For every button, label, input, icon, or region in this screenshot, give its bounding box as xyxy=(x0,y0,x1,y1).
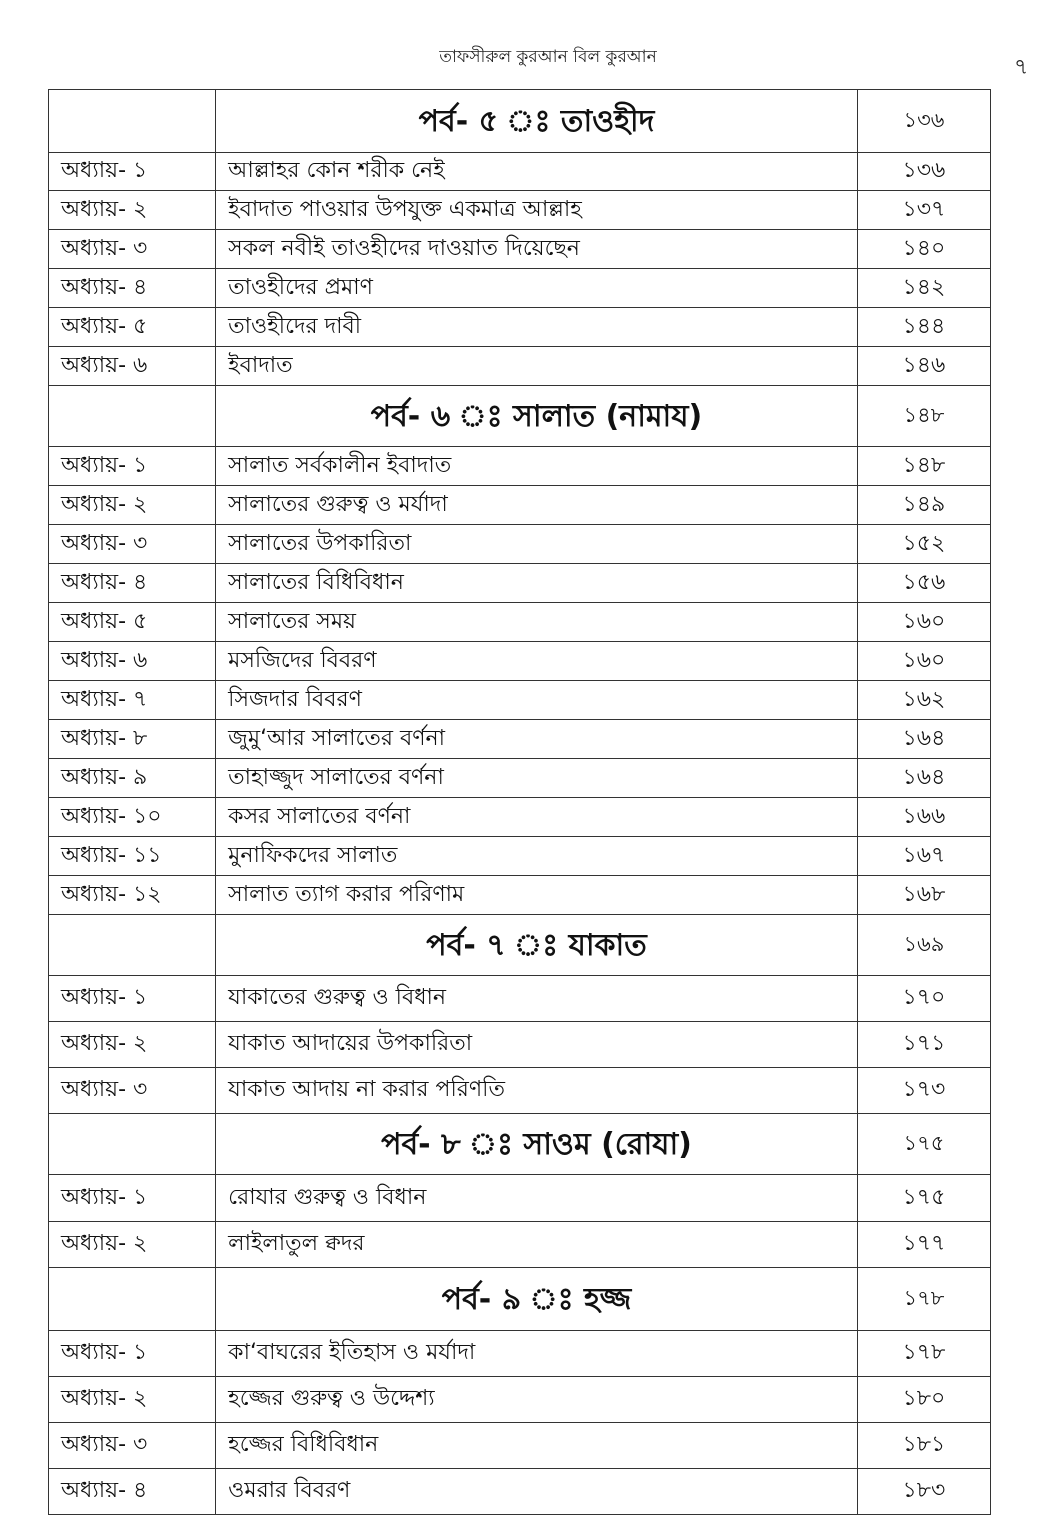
chapter-number-cell: অধ্যায়- ৬ xyxy=(49,642,216,681)
page-number-cell: ১৬৬ xyxy=(857,798,990,837)
chapter-title-cell: সালাত সর্বকালীন ইবাদাত xyxy=(216,447,858,486)
chapter-title-cell: সালাতের গুরুত্ব ও মর্যাদা xyxy=(216,486,858,525)
chapter-title-cell: তাহাজ্জুদ সালাতের বর্ণনা xyxy=(216,759,858,798)
page-number-cell: ১৩৬ xyxy=(857,90,990,153)
chapter-row xyxy=(49,798,991,837)
chapter-number-cell: অধ্যায়- ৯ xyxy=(49,759,216,798)
chapter-row xyxy=(49,1377,991,1423)
chapter-number-cell xyxy=(49,90,216,153)
chapter-row xyxy=(49,1068,991,1114)
part-title-cell: পর্ব- ৭ ঃ যাকাত xyxy=(216,915,858,976)
chapter-row xyxy=(49,347,991,386)
page-number-cell: ১৩৭ xyxy=(857,191,990,230)
chapter-row xyxy=(49,642,991,681)
chapter-row xyxy=(49,1175,991,1222)
chapter-number-cell: অধ্যায়- ৩ xyxy=(49,230,216,269)
chapter-title-cell: কা‘বাঘরের ইতিহাস ও মর্যাদা xyxy=(216,1331,858,1377)
chapter-title-cell: সালাত ত্যাগ করার পরিণাম xyxy=(216,876,858,915)
page-number-cell: ১৬০ xyxy=(857,642,990,681)
chapter-title-cell: যাকাতের গুরুত্ব ও বিধান xyxy=(216,976,858,1022)
chapter-number-cell: অধ্যায়- ৩ xyxy=(49,1423,216,1469)
chapter-row xyxy=(49,837,991,876)
chapter-row xyxy=(49,564,991,603)
chapter-row xyxy=(49,759,991,798)
chapter-number-cell: অধ্যায়- ৬ xyxy=(49,347,216,386)
page-number-cell: ১৮০ xyxy=(857,1377,990,1423)
page-number-cell: ১৪৪ xyxy=(857,308,990,347)
table-of-contents xyxy=(48,89,991,1515)
page-number-cell: ১৪৯ xyxy=(857,486,990,525)
page-number-cell: ১৬৪ xyxy=(857,759,990,798)
chapter-number-cell: অধ্যায়- ৫ xyxy=(49,603,216,642)
part-title-cell: পর্ব- ৮ ঃ সাওম (রোযা) xyxy=(216,1114,858,1175)
page-number-cell: ১৬৪ xyxy=(857,720,990,759)
chapter-number-cell: অধ্যায়- ১ xyxy=(49,1175,216,1222)
chapter-number-cell: অধ্যায়- ২ xyxy=(49,1222,216,1268)
chapter-title-cell: তাওহীদের দাবী xyxy=(216,308,858,347)
chapter-row xyxy=(49,230,991,269)
chapter-row xyxy=(49,525,991,564)
chapter-title-cell: সালাতের সময় xyxy=(216,603,858,642)
chapter-row xyxy=(49,1022,991,1068)
page-number-cell: ১৬২ xyxy=(857,681,990,720)
chapter-title-cell: সালাতের উপকারিতা xyxy=(216,525,858,564)
part-heading-row xyxy=(49,1114,991,1175)
chapter-title-cell: তাওহীদের প্রমাণ xyxy=(216,269,858,308)
page-number-cell: ১৬০ xyxy=(857,603,990,642)
part-heading-row xyxy=(49,90,991,153)
page-number-cell: ১৮১ xyxy=(857,1423,990,1469)
page-number-cell: ১৭১ xyxy=(857,1022,990,1068)
chapter-title-cell: সকল নবীই তাওহীদের দাওয়াত দিয়েছেন xyxy=(216,230,858,269)
chapter-title-cell: মুনাফিকদের সালাত xyxy=(216,837,858,876)
page-number-cell: ১৪০ xyxy=(857,230,990,269)
chapter-title-cell: যাকাত আদায় না করার পরিণতি xyxy=(216,1068,858,1114)
chapter-row xyxy=(49,603,991,642)
part-title-cell: পর্ব- ৫ ঃ তাওহীদ xyxy=(216,90,858,153)
page-number-cell: ১৭৮ xyxy=(857,1268,990,1331)
chapter-number-cell xyxy=(49,1114,216,1175)
chapter-title-cell: লাইলাতুল ক্বদর xyxy=(216,1222,858,1268)
chapter-row xyxy=(49,447,991,486)
chapter-title-cell: সালাতের বিধিবিধান xyxy=(216,564,858,603)
chapter-row xyxy=(49,486,991,525)
chapter-title-cell: যাকাত আদায়ের উপকারিতা xyxy=(216,1022,858,1068)
chapter-row xyxy=(49,720,991,759)
chapter-number-cell: অধ্যায়- ১১ xyxy=(49,837,216,876)
chapter-number-cell xyxy=(49,1268,216,1331)
chapter-number-cell: অধ্যায়- ১ xyxy=(49,976,216,1022)
chapter-row xyxy=(49,1222,991,1268)
chapter-title-cell: ওমরার বিবরণ xyxy=(216,1469,858,1515)
chapter-row xyxy=(49,191,991,230)
chapter-number-cell: অধ্যায়- ১২ xyxy=(49,876,216,915)
chapter-row xyxy=(49,153,991,191)
page-number-cell: ১৬৯ xyxy=(857,915,990,976)
chapter-number-cell: অধ্যায়- ১ xyxy=(49,1331,216,1377)
chapter-title-cell: আল্লাহর কোন শরীক নেই xyxy=(216,153,858,191)
page-number-cell: ১৪৬ xyxy=(857,347,990,386)
page-number-cell: ১৭৮ xyxy=(857,1331,990,1377)
chapter-row xyxy=(49,269,991,308)
chapter-row xyxy=(49,876,991,915)
page-number-cell: ১৩৬ xyxy=(857,153,990,191)
page-number-cell: ১৭০ xyxy=(857,976,990,1022)
chapter-number-cell: অধ্যায়- ৭ xyxy=(49,681,216,720)
chapter-title-cell: হজ্জের গুরুত্ব ও উদ্দেশ্য xyxy=(216,1377,858,1423)
part-title-cell: পর্ব- ৯ ঃ হজ্জ xyxy=(216,1268,858,1331)
page-number-cell: ১৫৬ xyxy=(857,564,990,603)
chapter-title-cell: কসর সালাতের বর্ণনা xyxy=(216,798,858,837)
page-number-cell: ১৫২ xyxy=(857,525,990,564)
chapter-number-cell: অধ্যায়- ৪ xyxy=(49,269,216,308)
chapter-title-cell: সিজদার বিবরণ xyxy=(216,681,858,720)
chapter-row xyxy=(49,1331,991,1377)
chapter-title-cell: ইবাদাত পাওয়ার উপযুক্ত একমাত্র আল্লাহ xyxy=(216,191,858,230)
chapter-title-cell: হজ্জের বিধিবিধান xyxy=(216,1423,858,1469)
chapter-number-cell: অধ্যায়- ৮ xyxy=(49,720,216,759)
page-number-cell: ১৭৫ xyxy=(857,1175,990,1222)
chapter-title-cell: মসজিদের বিবরণ xyxy=(216,642,858,681)
chapter-number-cell: অধ্যায়- ১০ xyxy=(49,798,216,837)
toc-body xyxy=(49,90,991,1515)
page-number-cell: ১৮৩ xyxy=(857,1469,990,1515)
chapter-number-cell: অধ্যায়- ৪ xyxy=(49,1469,216,1515)
page-number-cell: ১৬৮ xyxy=(857,876,990,915)
page-number-cell: ১৪৮ xyxy=(857,386,990,447)
page-number-cell: ১৬৭ xyxy=(857,837,990,876)
chapter-number-cell: অধ্যায়- ২ xyxy=(49,1377,216,1423)
chapter-number-cell xyxy=(49,386,216,447)
chapter-number-cell: অধ্যায়- ২ xyxy=(49,486,216,525)
chapter-row xyxy=(49,976,991,1022)
page-number: ৭ xyxy=(1014,55,1029,80)
chapter-row xyxy=(49,1423,991,1469)
page-number-cell: ১৭৩ xyxy=(857,1068,990,1114)
part-heading-row xyxy=(49,386,991,447)
chapter-title-cell: রোযার গুরুত্ব ও বিধান xyxy=(216,1175,858,1222)
chapter-number-cell: অধ্যায়- ২ xyxy=(49,191,216,230)
chapter-number-cell: অধ্যায়- ৩ xyxy=(49,525,216,564)
page-number-cell: ১৪৮ xyxy=(857,447,990,486)
page-number-cell: ১৪২ xyxy=(857,269,990,308)
chapter-title-cell: জুমু‘আর সালাতের বর্ণনা xyxy=(216,720,858,759)
chapter-row xyxy=(49,308,991,347)
chapter-number-cell xyxy=(49,915,216,976)
chapter-number-cell: অধ্যায়- ২ xyxy=(49,1022,216,1068)
chapter-number-cell: অধ্যায়- ১ xyxy=(49,153,216,191)
chapter-number-cell: অধ্যায়- ৫ xyxy=(49,308,216,347)
chapter-row xyxy=(49,681,991,720)
chapter-number-cell: অধ্যায়- ১ xyxy=(49,447,216,486)
running-header-title: তাফসীরুল কুরআন বিল কুরআন xyxy=(439,47,657,67)
chapter-row xyxy=(49,1469,991,1515)
page-number-cell: ১৭৭ xyxy=(857,1222,990,1268)
chapter-title-cell: ইবাদাত xyxy=(216,347,858,386)
part-heading-row xyxy=(49,1268,991,1331)
part-heading-row xyxy=(49,915,991,976)
chapter-number-cell: অধ্যায়- ৪ xyxy=(49,564,216,603)
part-title-cell: পর্ব- ৬ ঃ সালাত (নামায) xyxy=(216,386,858,447)
chapter-number-cell: অধ্যায়- ৩ xyxy=(49,1068,216,1114)
page-number-cell: ১৭৫ xyxy=(857,1114,990,1175)
